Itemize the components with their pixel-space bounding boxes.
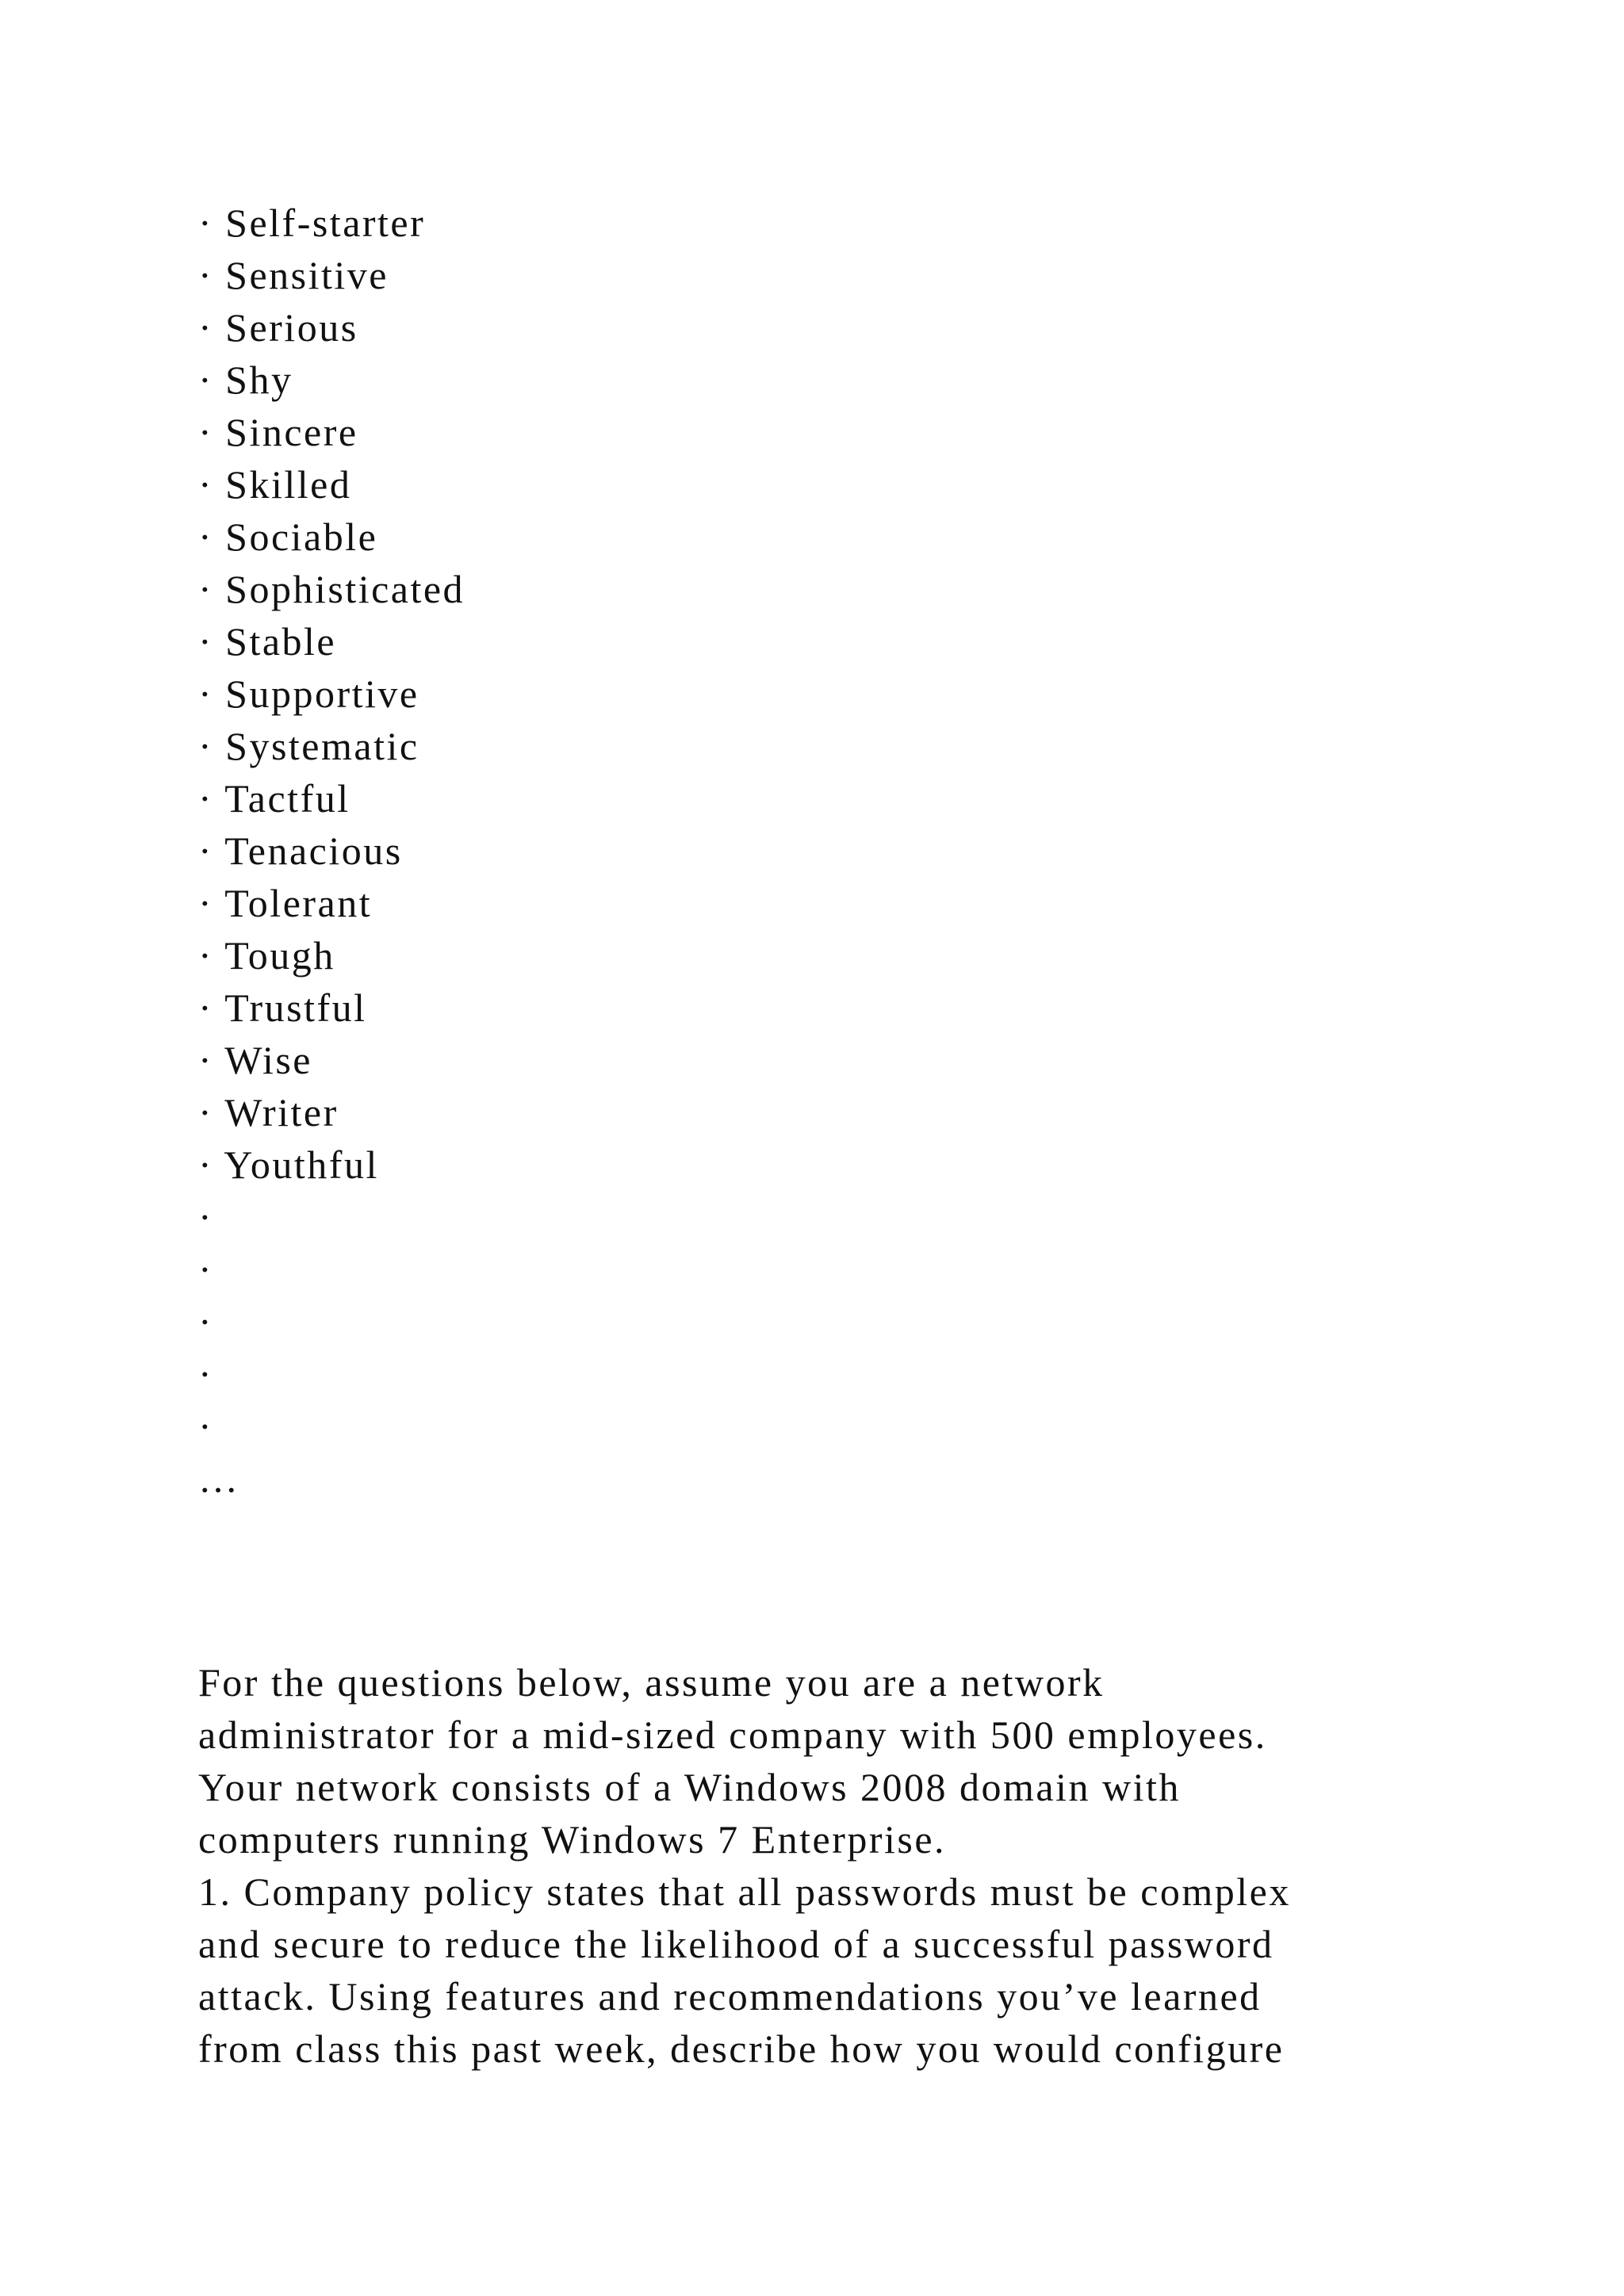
list-item: ·	[198, 1352, 214, 1396]
list-item: · Skilled	[198, 462, 352, 507]
list-item: ·	[198, 1247, 214, 1292]
question-paragraph	[198, 1656, 1291, 2075]
list-item: · Tenacious	[198, 828, 403, 873]
list-item: · Shy	[198, 358, 293, 402]
list-item: …	[198, 1456, 240, 1501]
list-item: ·	[198, 1299, 214, 1344]
list-item: · Wise	[198, 1038, 312, 1082]
list-item: · Sincere	[198, 410, 358, 454]
paragraph-line: Your network consists of a Windows 2008 domain with	[198, 1765, 1181, 1809]
list-item: ·	[198, 1404, 214, 1448]
list-item: · Systematic	[198, 724, 419, 768]
list-item: · Tactful	[198, 776, 350, 821]
paragraph-line: For the questions below, assume you are a network	[198, 1660, 1105, 1705]
list-item: ·	[198, 1195, 214, 1239]
list-item: · Sociable	[198, 515, 378, 559]
paragraph-line: attack. Using features and recommendations you’ve learned	[198, 1974, 1262, 2019]
paragraph-line: from class this past week, describe how you would configure	[198, 2026, 1285, 2071]
paragraph-line: computers running Windows 7 Enterprise.	[198, 1817, 947, 1862]
bullet-list	[198, 197, 465, 1505]
list-item: · Stable	[198, 619, 337, 664]
list-item: · Tough	[198, 933, 335, 978]
paragraph-line: administrator for a mid-sized company with 500 employees.	[198, 1712, 1267, 1757]
list-item: · Serious	[198, 305, 358, 350]
list-item: · Writer	[198, 1090, 339, 1135]
list-item: · Trustful	[198, 985, 367, 1030]
list-item: · Supportive	[198, 672, 419, 716]
paragraph-line: and secure to reduce the likelihood of a successful password	[198, 1922, 1274, 1966]
list-item: · Sensitive	[198, 253, 389, 297]
paragraph-line: 1. Company policy states that all passwords must be complex	[198, 1869, 1291, 1914]
list-item: · Tolerant	[198, 881, 373, 925]
list-item: · Youthful	[198, 1142, 379, 1187]
list-item: · Sophisticated	[198, 567, 465, 611]
list-item: · Self-starter	[198, 201, 426, 245]
